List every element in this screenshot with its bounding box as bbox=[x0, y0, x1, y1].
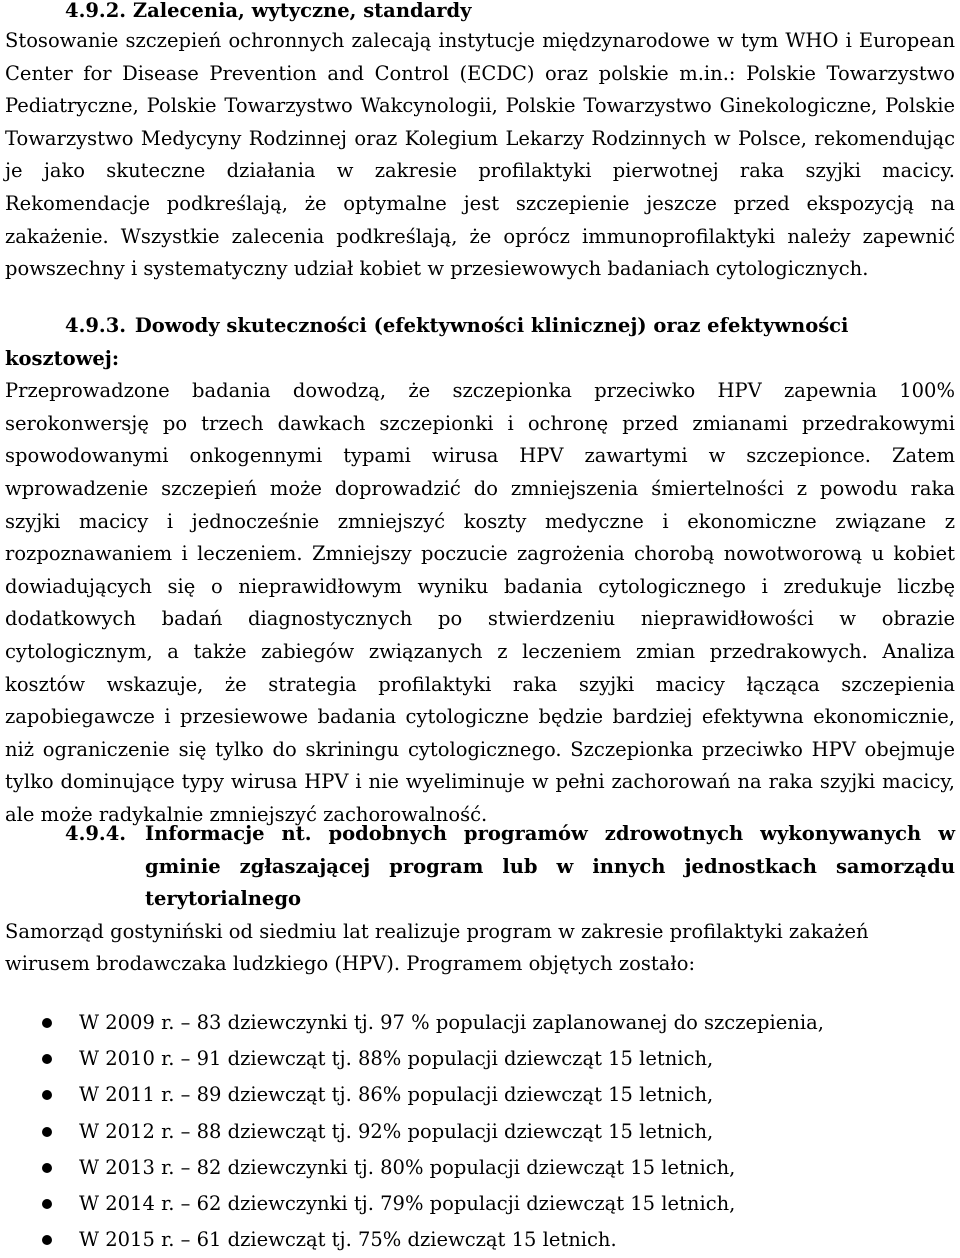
bullet-icon bbox=[42, 1199, 52, 1209]
list-item bbox=[0, 1005, 960, 1041]
section-493-body: Przeprowadzone badania dowodzą, że szczepionka przeciwko HPV zapewnia 100% serokonwersję po trzech dawkach szczepionki i ochronę przed zmianami przedrakowymi spowodowanymi onkogennymi typami wirusa HPV zawartymi w szczepionce. Zatem wprowadzenie szczepień może doprowadzić do zmniejszenia śmiertelności z powodu raka szyjki macicy i jednocześnie zmniejszyć koszty medyczne i ekonomiczne związane z rozpoznawaniem i leczeniem. Zmniejszy poczucie zagrożenia chorobą nowotworową u kobiet dowiadujących się o nieprawidłowym wyniku badania cytologicznego i zredukuje liczbę dodatkowych badań diagnostycznych po stwierdzeniu nieprawidłowości w obrazie cytologicznym, a także zabiegów związanych z leczeniem zmian przedrakowych. Analiza kosztów wskazuje, że strategia profilaktyki raka szyjki macicy łącząca szczepienia zapobiegawcze i przesiewowe badania cytologiczne będzie bardziej efektywna ekonomicznie, niż ograniczenie się tylko do skriningu cytologicznego. Szczepionka przeciwko HPV obejmuje tylko dominujące typy wirusa HPV i nie wyeliminuje w pełni zachorowań na raka szyjki macicy, ale może radykalnie zmniejszyć zachorowalność. bbox=[5, 379, 955, 826]
program-results-list bbox=[0, 1005, 960, 1258]
bullet-icon bbox=[42, 1235, 52, 1245]
section-494-title: Informacje nt. podobnych programów zdrowotnych wykonywanych w gminie zgłaszającej program lub w innych jednostkach samorządu terytorialnego bbox=[145, 822, 955, 911]
section-492 bbox=[5, 25, 955, 286]
section-494 bbox=[5, 818, 955, 981]
bullet-icon bbox=[42, 1018, 52, 1028]
list-item-text: W 2010 r. – 91 dziewcząt tj. 88% populacji dziewcząt 15 letnich, bbox=[79, 1047, 714, 1071]
section-494-heading bbox=[5, 818, 955, 916]
section-492-body: Stosowanie szczepień ochronnych zalecają instytucje międzynarodowe w tym WHO i European Center for Disease Prevention and Control (ECDC) oraz polskie m.in.: Polskie Towarzystwo Pediatryczne, Polskie Towarzystwo Wakcynologii, Polskie Towarzystwo Ginekologiczne, Polskie Towarzystwo Medycyny Rodzinnej oraz Kolegium Lekarzy Rodzinnych w Polsce, rekomendując je jako skuteczne działania w zakresie profilaktyki pierwotnej raka szyjki macicy. Rekomendacje podkreślają, że optymalne jest szczepienie jeszcze przed ekspozycją na zakażenie. Wszystkie zalecenia podkreślają, że oprócz immunoprofilaktyki należy zapewnić powszechny i systematyczny udział kobiet w przesiewowych badaniach cytologicznych. bbox=[5, 29, 955, 281]
section-494-body: Samorząd gostyniński od siedmiu lat realizuje program w zakresie profilaktyki zakażeń wirusem brodawczaka ludzkiego (HPV). Programem objętych zostało: bbox=[5, 919, 869, 976]
list-item bbox=[0, 1222, 960, 1258]
list-item-text: W 2009 r. – 83 dziewczynki tj. 97 % populacji zaplanowanej do szczepienia, bbox=[79, 1011, 824, 1034]
bullet-icon bbox=[42, 1127, 52, 1137]
list-item-text: W 2015 r. – 61 dziewcząt tj. 75% dziewcząt 15 letnich. bbox=[79, 1228, 617, 1252]
section-493-number: 4.9.3. bbox=[65, 314, 127, 337]
list-item bbox=[0, 1186, 960, 1222]
bullet-icon bbox=[42, 1163, 52, 1173]
section-493-title: Dowody skuteczności (efektywności klinicznej) oraz efektywności kosztowej: bbox=[5, 314, 849, 370]
section-493 bbox=[5, 310, 955, 832]
list-item-text: W 2013 r. – 82 dziewczynki tj. 80% populacji dziewcząt 15 letnich, bbox=[79, 1155, 736, 1179]
list-item bbox=[0, 1114, 960, 1150]
section-492-title: Zalecenia, wytyczne, standardy bbox=[132, 0, 472, 22]
list-item bbox=[0, 1077, 960, 1113]
list-item bbox=[0, 1041, 960, 1077]
section-492-heading bbox=[65, 0, 472, 28]
section-494-number: 4.9.4. bbox=[65, 822, 127, 845]
section-493-heading bbox=[5, 310, 955, 375]
list-item-text: W 2012 r. – 88 dziewcząt tj. 92% populacji dziewcząt 15 letnich, bbox=[79, 1119, 714, 1143]
list-item-text: W 2011 r. – 89 dziewcząt tj. 86% populacji dziewcząt 15 letnich, bbox=[79, 1083, 714, 1107]
section-492-number: 4.9.2. bbox=[65, 0, 127, 22]
list-item bbox=[0, 1150, 960, 1186]
bullet-icon bbox=[42, 1090, 52, 1100]
bullet-icon bbox=[42, 1054, 52, 1064]
list-item-text: W 2014 r. – 62 dziewczynki tj. 79% populacji dziewcząt 15 letnich, bbox=[79, 1191, 736, 1215]
